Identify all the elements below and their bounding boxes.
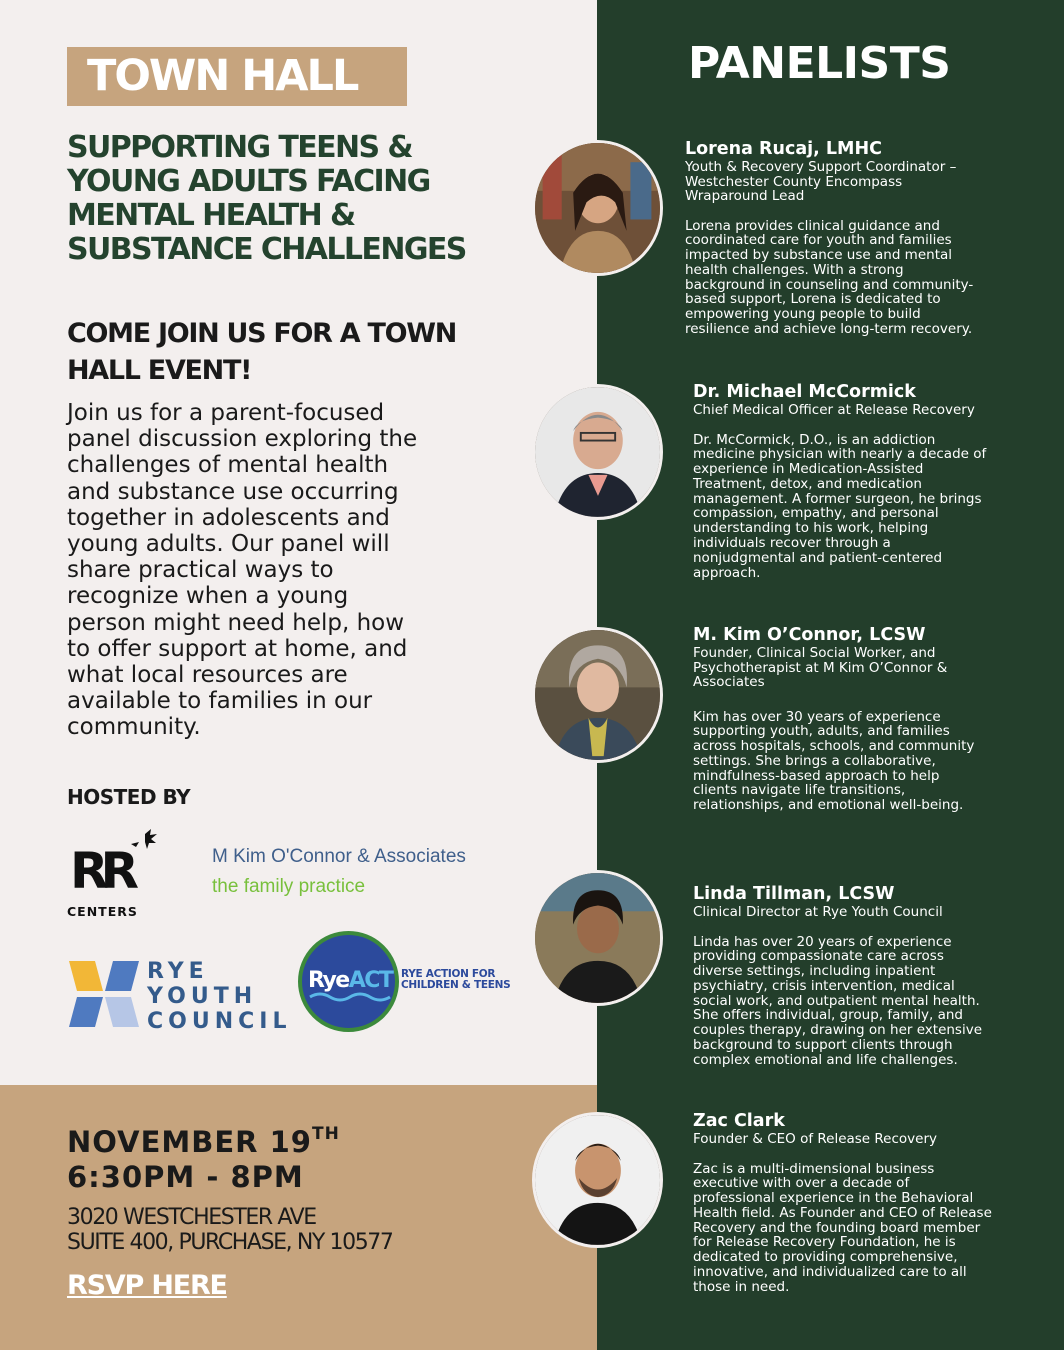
panelist-bio: Zac is a multi-dimensional business executive with over a decade of professional experience in the Behavioral Health field. As Founder and CEO of Release Recovery and the founding board member for Release Recovery Foundation, he is dedicated to providing comprehensive, innovative, and individualized care to all those in need. — [693, 1160, 992, 1295]
event-date: NOVEMBER 19TH — [67, 1124, 340, 1159]
intro-paragraph — [67, 400, 527, 741]
ryc-line: YOUTH — [147, 984, 258, 1009]
intro-line: what local resources are — [67, 662, 348, 689]
panelist-card — [693, 381, 1053, 580]
title-line: MENTAL HEALTH & — [67, 198, 355, 233]
rsvp-link[interactable]: RSVP HERE — [67, 1270, 227, 1301]
panelist-role: Clinical Director at Rye Youth Council — [693, 904, 943, 920]
kim-oconnor-name: M Kim O'Connor & Associates — [212, 846, 466, 867]
rr-centers-logo — [67, 828, 167, 920]
rye-act-word: RyeACT — [308, 968, 393, 993]
rye-act-tag-line: CHILDREN & TEENS — [401, 979, 511, 991]
intro-line: recognize when a young — [67, 583, 349, 610]
intro-line: person might need help, how — [67, 609, 405, 636]
intro-line: panel discussion exploring the — [67, 426, 418, 453]
rye-act-emblem — [298, 931, 399, 1032]
kim-oconnor-tagline: the family practice — [212, 876, 366, 897]
panelist-photo-mccormick — [532, 384, 663, 520]
panelist-name: Zac Clark — [693, 1111, 785, 1131]
panelist-role: Founder & CEO of Release Recovery — [693, 1131, 938, 1147]
intro-line: young adults. Our panel will — [67, 531, 390, 558]
call-to-action — [67, 315, 537, 389]
panelist-card — [693, 883, 1053, 1068]
panelist-bio: Linda has over 20 years of experience providing compassionate care across diverse settings, including inpatient psychiatry, crisis intervention, medical social work, and outpatient mental health. She offers individual, group, family, and couples therapy, drawing on her extensive background to support clients through complex emotional and life challenges. — [693, 933, 983, 1068]
intro-line: Join us for a parent-focused — [67, 400, 385, 426]
panelist-photo-clark — [532, 1112, 663, 1248]
cta-line: HALL EVENT! — [67, 355, 252, 386]
intro-line: available to families in our — [67, 688, 373, 715]
kim-oconnor-logo — [212, 846, 466, 898]
intro-line: together in adolescents and — [67, 504, 390, 531]
panelist-card — [693, 624, 1053, 813]
panelist-card — [685, 138, 1045, 337]
panelist-name: M. Kim O’Connor, LCSW — [693, 625, 926, 645]
address-line: 3020 WESTCHESTER AVE — [67, 1205, 316, 1230]
panelist-bio: Dr. McCormick, D.O., is an addiction medicine physician with nearly a decade of experience in Medication-Assisted Treatment, detox, and medication management. A former surgeon, he brings compassion, empathy, and personal understanding to his work, helping individuals recover through a nonjudgmental and patient-centered approach. — [693, 431, 987, 581]
intro-line: and substance use occurring — [67, 478, 399, 505]
event-time: 6:30PM - 8PM — [67, 1160, 304, 1194]
panelist-name: Dr. Michael McCormick — [693, 382, 916, 402]
intro-line: challenges of mental health — [67, 452, 389, 479]
panelists-heading: PANELISTS — [688, 38, 951, 89]
title-line: YOUNG ADULTS FACING — [67, 164, 430, 199]
panelist-bio: Lorena provides clinical guidance and coordinated care for youth and families impacted by substance use and mental health challenges. With a strong background in counseling and community- based support, Lorena is dedicated to empowering young people to build resilience and achieve long-term recovery. — [685, 217, 974, 338]
title-line: SUPPORTING TEENS & — [67, 130, 412, 165]
panelist-photo-oconnor — [532, 627, 663, 763]
panelist-role: Founder, Clinical Social Worker, and Psychotherapist at M Kim O’Connor & Associates — [693, 645, 948, 690]
town-hall-tag: TOWN HALL — [67, 47, 407, 106]
event-title — [67, 131, 517, 267]
panelist-photo-lorena — [532, 140, 663, 276]
rye-act-tagline — [401, 969, 510, 991]
panelist-name: Lorena Rucaj, LMHC — [685, 139, 882, 159]
rye-youth-council-logo — [67, 955, 297, 1035]
panelist-card — [693, 1110, 1053, 1295]
date-suffix: TH — [311, 1124, 340, 1144]
cta-line: COME JOIN US FOR A TOWN — [67, 318, 457, 349]
intro-line: community. — [67, 714, 201, 741]
address-line: SUITE 400, PURCHASE, NY 10577 — [67, 1230, 393, 1255]
title-line: SUBSTANCE CHALLENGES — [67, 232, 466, 267]
rr-label: CENTERS — [67, 904, 138, 919]
event-date-time — [67, 1117, 340, 1195]
panelist-role: Chief Medical Officer at Release Recovery — [693, 402, 975, 418]
intro-line: share practical ways to — [67, 557, 334, 584]
rye-youth-council-text — [147, 959, 291, 1034]
rr-mark: RR — [70, 842, 132, 900]
panelist-role: Youth & Recovery Support Coordinator – Westchester County Encompass Wraparound Lead — [685, 159, 957, 204]
rye-act-logo — [298, 931, 511, 1032]
panelist-photo-tillman — [532, 870, 663, 1006]
ryc-line: COUNCIL — [147, 1009, 292, 1034]
hosted-by-heading: HOSTED BY — [67, 785, 191, 809]
rye-act-tag-line: RYE ACTION FOR — [401, 968, 496, 980]
panelist-name: Linda Tillman, LCSW — [693, 884, 895, 904]
event-address — [67, 1205, 393, 1255]
ryc-line: RYE — [147, 959, 209, 984]
panelist-bio: Kim has over 30 years of experience supporting youth, adults, and families across hospitals, schools, and community settings. She brings a collaborative, mindfulness-based approach to help clients navigate life transitions, relationships, and emotional well-being. — [693, 708, 975, 814]
intro-line: to offer support at home, and — [67, 635, 408, 662]
